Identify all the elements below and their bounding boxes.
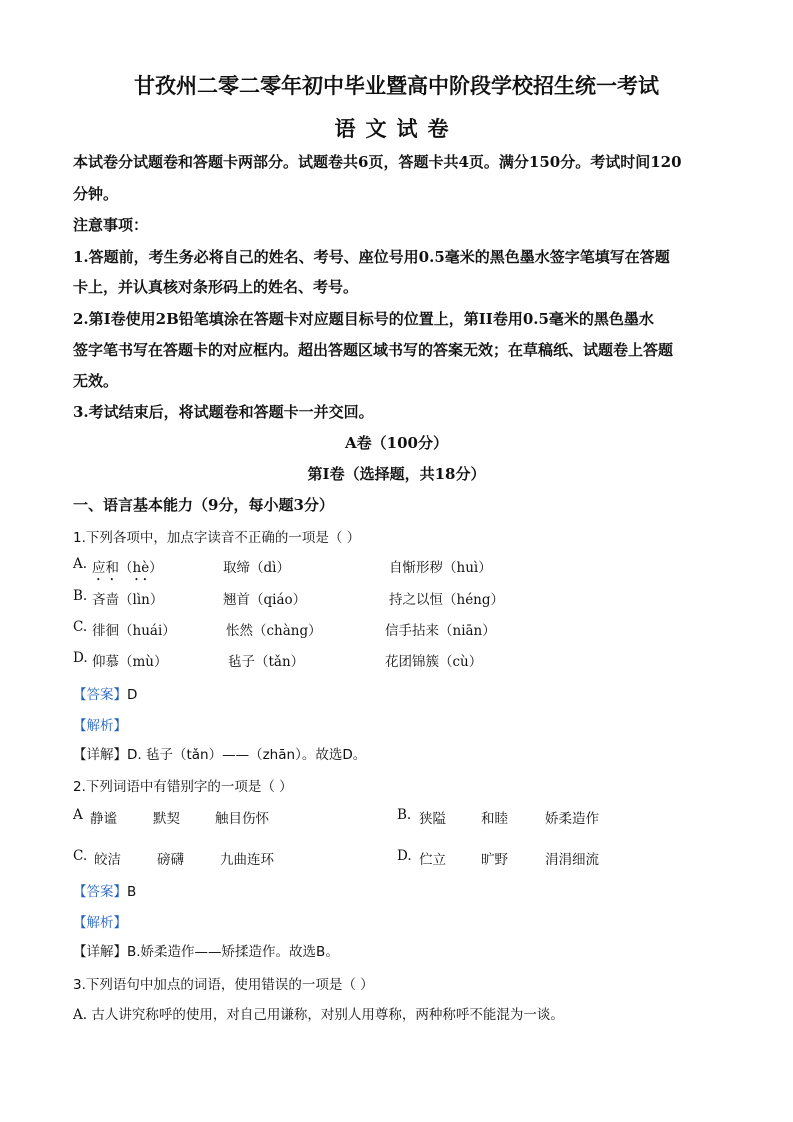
q2-option-b-word3: 娇柔造作 bbox=[545, 811, 599, 827]
q2-answer-tag: 【答案】 bbox=[73, 884, 127, 900]
q1-option-d-word3: 花团锦簇（cù） bbox=[385, 654, 483, 670]
note-3: 3.考试结束后，将试题卷和答题卡一并交回。 bbox=[73, 403, 374, 421]
volume-a-heading: A卷（100分） bbox=[345, 434, 448, 452]
q2-option-a-word2: 默契 bbox=[153, 811, 180, 827]
note-1b: 卡上，并认真核对条形码上的姓名、考号。 bbox=[73, 278, 359, 296]
q2-option-d-word2: 旷野 bbox=[481, 852, 508, 868]
q1-stem: 1.下列各项中，加点字读音不正确的一项是（ ） bbox=[73, 530, 361, 546]
q1-option-d-word2: 毡子（tǎn） bbox=[228, 654, 305, 670]
q1-option-b-word3: 持之以恒（héng） bbox=[389, 592, 505, 608]
q3-option-a: A. 古人讲究称呼的使用，对自己用谦称，对别人用尊称，两种称呼不能混为一谈。 bbox=[73, 1007, 564, 1023]
q1-option-c-word2: 怅然（chàng） bbox=[226, 623, 322, 639]
q2-option-b-word1: 狭隘 bbox=[419, 811, 446, 827]
q2-option-c-word1: 皎洁 bbox=[94, 852, 121, 868]
q2-option-b-word2: 和睦 bbox=[481, 811, 508, 827]
q1-option-b-letter: B. bbox=[73, 588, 88, 604]
page-title: 甘孜州二零二零年初中毕业暨高中阶段学校招生统一考试 bbox=[134, 73, 659, 98]
q1-answer-value: D bbox=[127, 687, 138, 703]
q1-answer-tag: 【答案】 bbox=[73, 687, 127, 703]
q1-option-a-word1: 应和（hè） bbox=[92, 560, 163, 576]
q2-analysis-tag: 【解析】 bbox=[73, 915, 127, 931]
q3-stem: 3.下列语句中加点的词语，使用错误的一项是（ ） bbox=[73, 977, 374, 993]
q1-answer-row bbox=[73, 683, 137, 703]
note-2b: 签字笔书写在答题卡的对应框内。超出答题区域书写的答案无效；在草稿纸、试题卷上答题 bbox=[73, 341, 674, 359]
page-subtitle: 语文试卷 bbox=[334, 116, 459, 141]
q1-option-d-letter: D. bbox=[73, 650, 88, 666]
q2-stem: 2.下列词语中有错别字的一项是（ ） bbox=[73, 779, 293, 795]
q2-option-a-word3: 触目伤怀 bbox=[215, 811, 269, 827]
q1-option-c-word3: 信手拈来（niān） bbox=[385, 623, 496, 639]
q2-answer-row bbox=[73, 880, 136, 900]
q1-detail: 【详解】D. 毡子（tǎn）——（zhān）。故选D。 bbox=[73, 747, 367, 763]
q1-analysis-tag: 【解析】 bbox=[73, 718, 127, 734]
note-1a: 1.答题前，考生务必将自己的姓名、考号、座位号用0.5毫米的黑色墨水签字笔填写在答题 bbox=[73, 248, 670, 266]
note-2a: 2.第Ⅰ卷使用2B铅笔填涂在答题卡对应题目标号的位置上，第II卷用0.5毫米的黑色墨水 bbox=[73, 310, 654, 328]
q1-option-c-word1: 徘徊（huái） bbox=[92, 623, 176, 639]
q2-option-c-letter: C. bbox=[73, 848, 88, 864]
q2-option-d-letter: D. bbox=[397, 848, 412, 864]
notes-heading: 注意事项： bbox=[73, 216, 149, 234]
intro-line-2: 分钟。 bbox=[73, 185, 119, 203]
section-1-heading: 一、语言基本能力（9分，每小题3分） bbox=[73, 496, 334, 514]
q1-option-d-word1: 仰慕（mù） bbox=[92, 654, 168, 670]
q1-option-a-letter: A. bbox=[73, 556, 88, 572]
intro-line-1: 本试卷分试题卷和答题卡两部分。试题卷共6页，答题卡共4页。满分150分。考试时间120 bbox=[73, 153, 682, 171]
q2-option-c-word3: 九曲连环 bbox=[220, 852, 274, 868]
q1-option-b-word2: 翘首（qiáo） bbox=[223, 592, 307, 608]
q2-answer-value: B bbox=[127, 884, 137, 900]
part-1-heading: 第Ⅰ卷（选择题，共18分） bbox=[307, 465, 486, 483]
q1-option-b-word1: 吝啬（lìn） bbox=[92, 592, 164, 608]
q2-option-d-word1: 伫立 bbox=[419, 852, 446, 868]
q2-option-a-word1: 静谧 bbox=[90, 811, 117, 827]
q2-option-d-word3: 涓涓细流 bbox=[545, 852, 599, 868]
q1-option-a-word2: 取缔（dì） bbox=[223, 560, 290, 576]
q2-option-b-letter: B. bbox=[397, 807, 412, 823]
q2-detail: 【详解】B.娇柔造作——矫揉造作。故选B。 bbox=[73, 944, 339, 960]
q1-option-c-letter: C. bbox=[73, 619, 88, 635]
q1-option-a-word3: 自惭形秽（huì） bbox=[389, 560, 492, 576]
note-2c: 无效。 bbox=[73, 372, 119, 390]
q2-option-a-letter: A bbox=[73, 807, 83, 823]
q2-option-c-word2: 磅礴 bbox=[157, 852, 184, 868]
